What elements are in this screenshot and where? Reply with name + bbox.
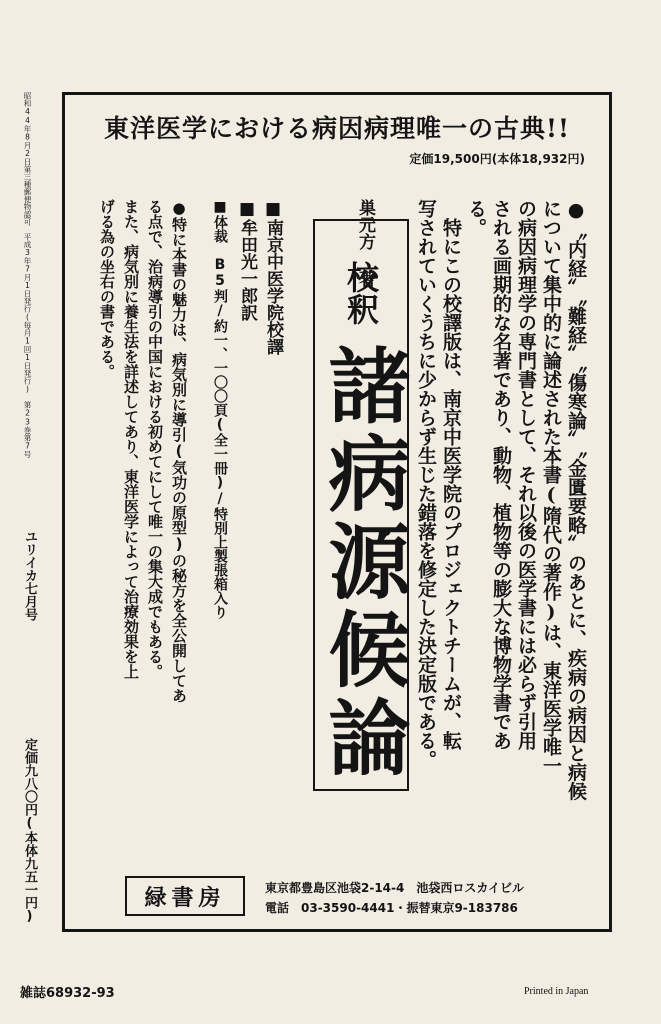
editor-credit: ■南京中医学院校譯: [263, 199, 283, 355]
publisher-address: 東京都豊島区池袋2-14-4 池袋西ロスカイビル: [265, 881, 525, 895]
description-column: る。: [465, 199, 487, 237]
feature-column: げる為の坐右の書である。: [98, 199, 116, 379]
description-column: について集中的に論述された本書(隋代の著作)は、東洋医学唯一: [540, 199, 562, 775]
feature-column: ●特に本書の魅力は、病気別に導引(気功の原型)の秘方を全公開してあ: [170, 199, 188, 703]
advertisement-frame: [62, 92, 612, 932]
feature-column: る点で、治病導引の中国における初めてにして唯一の集大成でもある。: [146, 199, 164, 679]
publisher-phone: 電話 03-3590-4441・振替東京9-183786: [265, 901, 518, 915]
publisher-name: 緑書房: [125, 876, 245, 916]
description-column: 特にこの校譯版は、南京中医学院のプロジェクトチームが、転: [440, 199, 462, 750]
magazine-price: 定価九八〇円(本体九五一円): [22, 738, 37, 924]
description-column: ●〝内経〟〝難経〟〝傷寒論〟〝金匱要略〟のあとに、疾病の病因と病候: [565, 199, 587, 801]
author-credit: 巣元方 著: [355, 199, 375, 287]
feature-column: また、病気別に養生法を詳述してあり、東洋医学によって治療効果を上: [122, 199, 140, 679]
description-column: 写されていくうちに少からず生じた錯落を修定した決定版である。: [415, 199, 437, 769]
title-prefix: 校釈: [342, 261, 380, 325]
magazine-code: 雑誌68932-93: [20, 986, 115, 1001]
book-price: 定価19,500円(本体18,932円): [409, 152, 585, 166]
book-title-box: [313, 219, 409, 791]
printed-in-note: Printed in Japan: [524, 986, 589, 997]
magazine-title: ユリイカ七月号: [22, 530, 37, 621]
description-column: される画期的な名著であり、動物、植物等の膨大な博物学書であ: [490, 199, 512, 750]
book-title: 諸病源候論: [315, 343, 411, 783]
headline: 東洋医学における病因病理唯一の古典!!: [104, 114, 570, 143]
translator-credit: ■牟田光一郎訳: [237, 199, 257, 321]
postal-permit-note: 昭和44年8月2日第三種郵便物認可 平成3年7月1日発行(毎月1回1日発行) 第23巻第7号: [23, 92, 32, 458]
format-spec: ■体裁 B5判/約一、一〇〇頁(全一冊)/特別上製張箱入り: [212, 199, 228, 619]
description-column: の病因病理学の専門書として、それ以後の医学書には必らず引用: [515, 199, 537, 750]
